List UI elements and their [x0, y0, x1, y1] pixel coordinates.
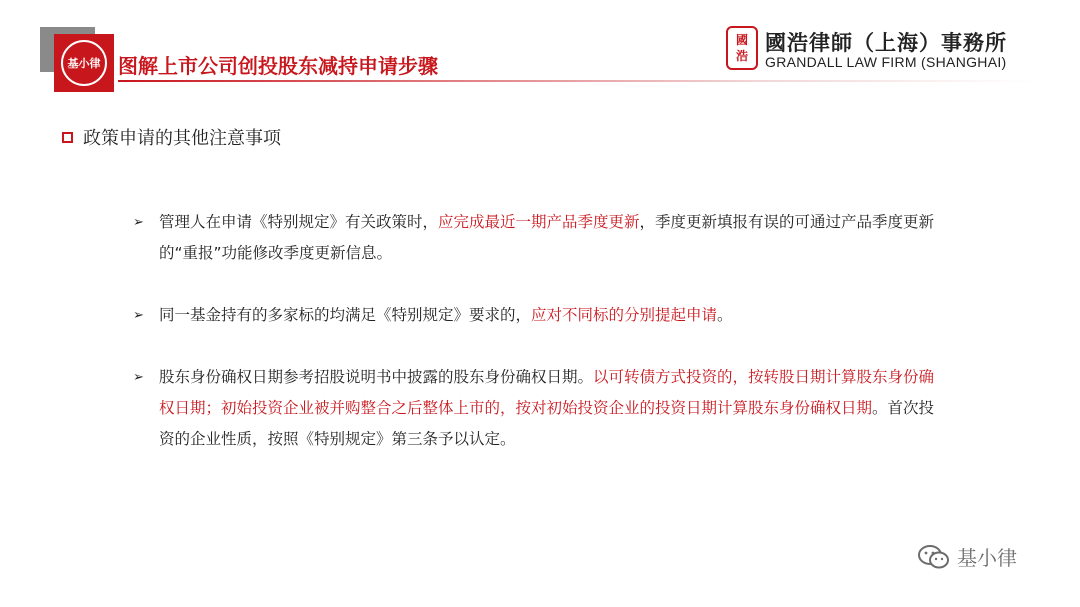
- item-text-normal: 管理人在申请《特别规定》有关政策时，: [159, 213, 439, 231]
- firm-seal-logo: [726, 26, 758, 70]
- firm-name-cn: 國浩律師（上海）事務所: [765, 30, 1007, 55]
- list-item: [133, 362, 943, 455]
- notice-list: [133, 207, 943, 455]
- wechat-icon: [917, 543, 951, 571]
- item-text-highlight: 应完成最近一期产品季度更新: [438, 213, 640, 231]
- arrow-bullet-icon: ➢: [133, 215, 144, 230]
- logo-circle: [61, 40, 107, 86]
- item-text-normal: ，季度更新填报有误的可通过产品季度更新的“重报”功能修改季度更新信息。: [159, 213, 935, 262]
- section-title: 政策申请的其他注意事项: [83, 128, 281, 149]
- square-bullet-icon: [62, 132, 73, 143]
- header-divider: [118, 80, 1033, 82]
- item-text: [159, 300, 943, 331]
- logo-text: 基小律: [67, 57, 101, 70]
- item-text-highlight: 以可转债方式投资的，按转股日期计算股东身份确权日期；初始投资企业被并购整合之后整体上市的，按对初始投资企业的投资日期计算股东身份确权日期: [159, 368, 935, 417]
- item-text: [159, 362, 943, 455]
- list-item: [133, 300, 943, 331]
- page-title: 图解上市公司创投股东减持申请步骤: [118, 54, 438, 78]
- item-text: [159, 207, 943, 269]
- arrow-bullet-icon: ➢: [133, 370, 144, 385]
- item-text-normal: 股东身份确权日期参考招股说明书中披露的股东身份确权日期。: [159, 368, 594, 386]
- watermark-text: 基小律: [957, 546, 1017, 570]
- wechat-watermark: [917, 542, 1017, 571]
- item-text-normal: 。首次投资的企业性质，按照《特别规定》第三条予以认定。: [159, 399, 935, 448]
- list-item: [133, 207, 943, 269]
- arrow-bullet-icon: ➢: [133, 308, 144, 323]
- item-text-normal: 。: [717, 306, 733, 324]
- seal-char: 國: [735, 33, 748, 47]
- brand-logo: [54, 34, 114, 92]
- seal-char: 浩: [735, 49, 748, 63]
- item-text-normal: 同一基金持有的多家标的均满足《特别规定》要求的，: [159, 306, 532, 324]
- firm-name-en: GRANDALL LAW FIRM (SHANGHAI): [765, 54, 1007, 70]
- section-heading: [62, 124, 281, 150]
- item-text-highlight: 应对不同标的分别提起申请: [531, 306, 718, 324]
